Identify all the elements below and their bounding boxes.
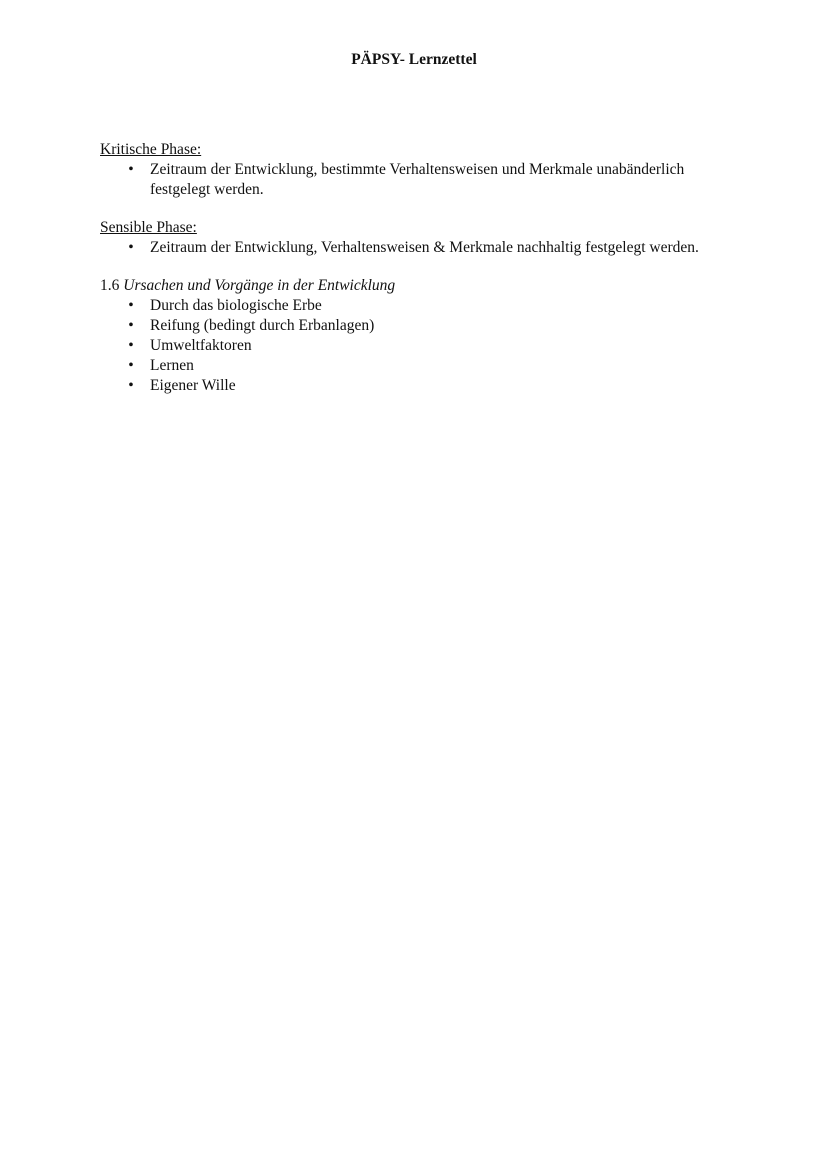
section-kritische-phase [100, 140, 740, 200]
list-item [100, 356, 740, 376]
document-body [100, 140, 740, 414]
list-item-text: Eigener Wille [150, 377, 236, 394]
list-item [100, 296, 740, 316]
list-item-text: Durch das biologische Erbe [150, 297, 322, 314]
bullet-list [100, 160, 740, 200]
bullet-icon: • [128, 297, 134, 314]
list-item-text: Reifung (bedingt durch Erbanlagen) [150, 317, 375, 334]
list-item [100, 336, 740, 356]
bullet-icon: • [128, 357, 134, 374]
document-title: PÄPSY- Lernzettel [351, 51, 477, 68]
bullet-icon: • [128, 337, 134, 354]
list-item [100, 376, 740, 396]
bullet-list [100, 238, 740, 258]
list-item [100, 238, 740, 258]
bullet-icon: • [128, 317, 134, 334]
list-item-text: Zeitraum der Entwicklung, Verhaltensweisen & Merkmale nachhaltig festgelegt werden. [150, 239, 699, 256]
section-ursachen [100, 276, 740, 396]
list-item [100, 316, 740, 336]
section-heading: Kritische Phase: [100, 141, 202, 158]
section-heading: Sensible Phase: [100, 219, 197, 236]
section-sensible-phase [100, 218, 740, 258]
bullet-icon: • [128, 161, 134, 178]
chapter-heading [100, 276, 740, 296]
list-item [100, 160, 740, 200]
bullet-icon: • [128, 377, 134, 394]
list-item-text: Umweltfaktoren [150, 337, 252, 354]
list-item-text: Lernen [150, 357, 194, 374]
chapter-title: Ursachen und Vorgänge in der Entwicklung [123, 277, 396, 294]
bullet-list [100, 296, 740, 396]
list-item-text: Zeitraum der Entwicklung, bestimmte Verhaltensweisen und Merkmale unabänderlich festgelegt werden. [150, 161, 685, 198]
chapter-number: 1.6 [100, 277, 120, 294]
bullet-icon: • [128, 239, 134, 256]
